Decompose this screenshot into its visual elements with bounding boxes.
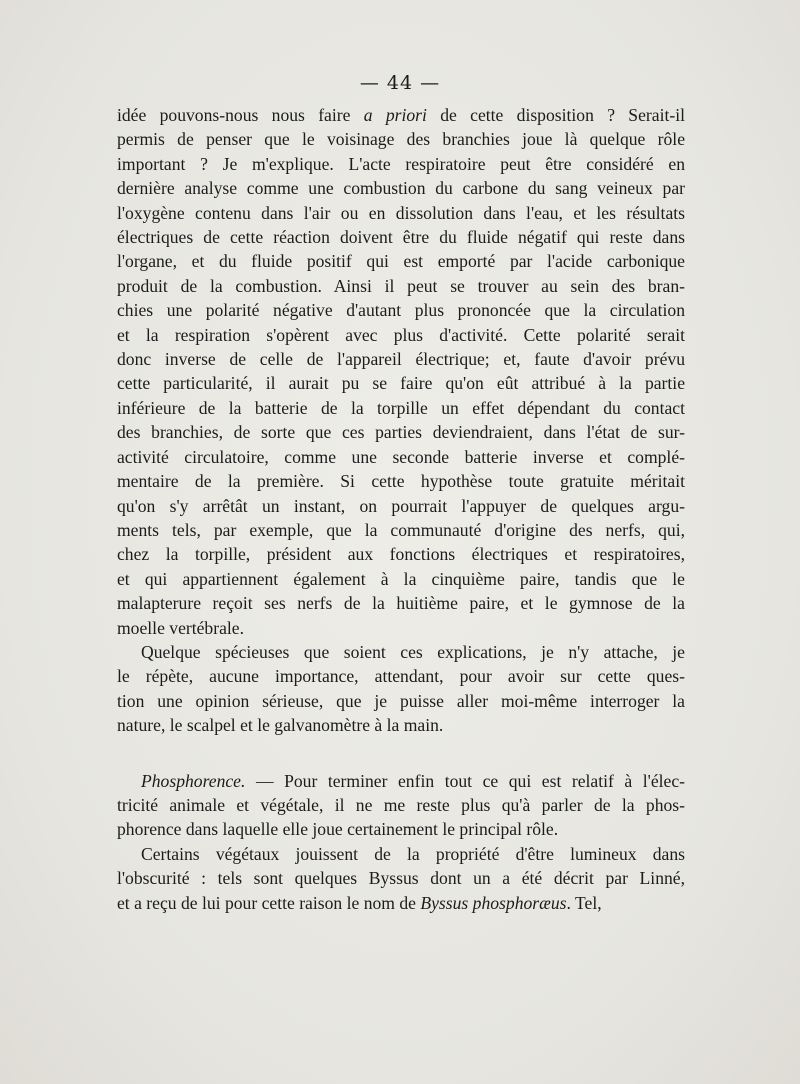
text-line: chies une polarité négative d'autant plus prononcée que la circulation: [117, 300, 685, 321]
text-line: produit de la combustion. Ainsi il peut se trouver au sein des bran-: [117, 275, 685, 296]
text-line: l'oxygène contenu dans l'air ou en dissolution dans l'eau, et les résultats: [117, 202, 685, 223]
text-line: ments tels, par exemple, que la communauté d'origine des nerfs, qui,: [117, 519, 685, 540]
body-text: [117, 103, 685, 915]
text-line: Certains végétaux jouissent de la propriété d'être lumineux dans: [141, 843, 685, 864]
text-line: Quelque spécieuses que soient ces explications, je n'y attache, je: [141, 641, 685, 662]
text-line: le répète, aucune importance, attendant, pour avoir sur cette ques-: [117, 666, 685, 687]
paragraph-3: [117, 769, 685, 842]
text-line: cette particularité, il aurait pu se faire qu'on eût attribué à la partie: [117, 373, 685, 394]
text-line: et qui appartiennent également à la cinquième paire, tandis que le: [117, 568, 685, 589]
text-line: chez la torpille, président aux fonctions électriques et respiratoires,: [117, 544, 685, 565]
text-line: malapterure reçoit ses nerfs de la huitième paire, et le gymnose de la: [117, 593, 685, 614]
text-line: tion une opinion sérieuse, que je puisse aller moi-même interroger la: [117, 690, 685, 711]
paragraph-2: [117, 640, 685, 738]
text-line: Phosphorence. — Pour terminer enfin tout ce qui est relatif à l'élec-: [141, 770, 685, 791]
text-line: des branchies, de sorte que ces parties deviendraient, dans l'état de sur-: [117, 422, 685, 443]
text-line: l'organe, et du fluide positif qui est emporté par l'acide carbonique: [117, 251, 685, 272]
paragraph-4: [117, 842, 685, 915]
text-line: phorence dans laquelle elle joue certainement le principal rôle.: [117, 819, 559, 840]
text-line: donc inverse de celle de l'appareil électrique; et, faute d'avoir prévu: [117, 349, 685, 370]
text-line: dernière analyse comme une combustion du carbone du sang veineux par: [117, 178, 685, 199]
text-line: activité circulatoire, comme une seconde batterie inverse et complé-: [117, 446, 685, 467]
text-line: permis de penser que le voisinage des branchies joue là quelque rôle: [117, 129, 685, 150]
text-line: mentaire de la première. Si cette hypothèse toute gratuite méritait: [117, 471, 685, 492]
text-line: inférieure de la batterie de la torpille un effet dépendant du contact: [117, 397, 685, 418]
page-number: — 44 —: [359, 72, 441, 94]
text-line: et la respiration s'opèrent avec plus d'activité. Cette polarité serait: [117, 324, 685, 345]
text-line: nature, le scalpel et le galvanomètre à la main.: [117, 715, 444, 736]
text-line: l'obscurité : tels sont quelques Byssus dont un a été décrit par Linné,: [117, 868, 685, 889]
section-heading: Phosphorence.: [141, 770, 246, 791]
text-line: tricité animale et végétale, il ne me reste plus qu'à parler de la phos-: [117, 794, 685, 815]
section-gap: [117, 738, 685, 769]
text-line: moelle vertébrale.: [117, 617, 244, 638]
text-line: et a reçu de lui pour cette raison le nom de Byssus phosphoræus. Tel,: [117, 892, 602, 913]
paragraph-1: [117, 103, 685, 640]
text-line: électriques de cette réaction doivent être du fluide négatif qui reste dans: [117, 227, 685, 248]
text-line: idée pouvons-nous nous faire a priori de cette disposition ? Serait-il: [117, 105, 685, 125]
text-line: important ? Je m'explique. L'acte respiratoire peut être considéré en: [117, 153, 685, 174]
text-line: qu'on s'y arrêtât un instant, on pourrait l'appuyer de quelques argu-: [117, 495, 685, 516]
